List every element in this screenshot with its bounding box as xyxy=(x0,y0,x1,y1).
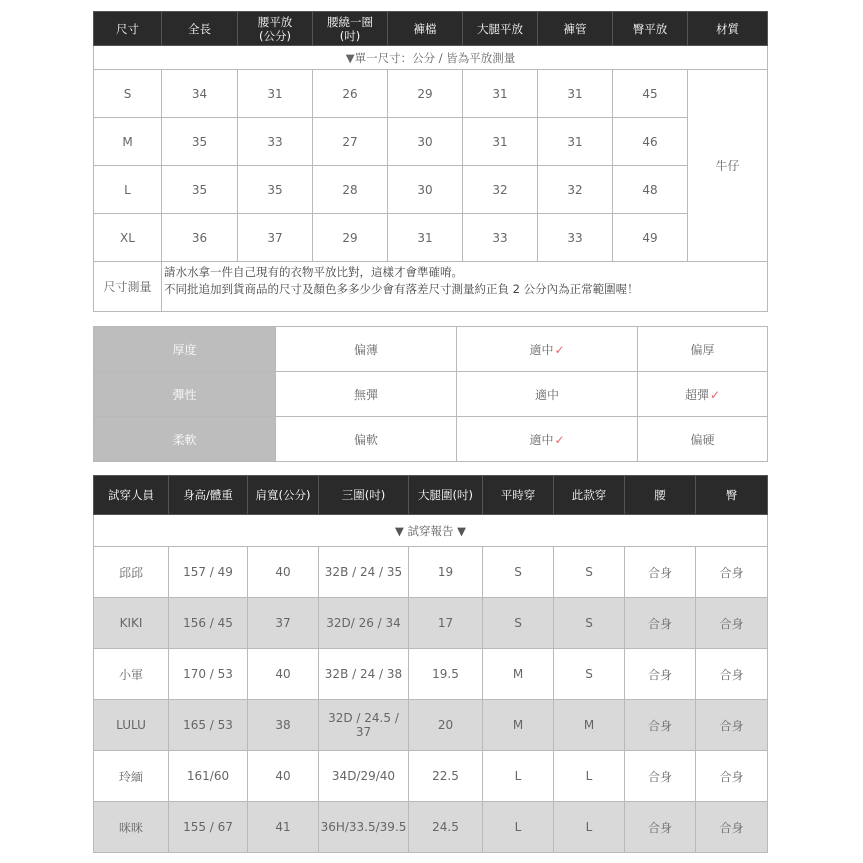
fit-value-cell: 合身 xyxy=(696,700,768,751)
fit-value-cell: 合身 xyxy=(696,751,768,802)
fit-header-cell: 平時穿 xyxy=(483,476,554,515)
size-value-cell: 30 xyxy=(388,166,463,214)
header-waist-around xyxy=(313,12,388,46)
fit-value-cell: M xyxy=(483,649,554,700)
size-value-cell: 37 xyxy=(238,214,313,262)
fit-value-cell: 32D / 24.5 / 37 xyxy=(319,700,409,751)
size-value-cell: 45 xyxy=(613,70,688,118)
fit-value-cell: 41 xyxy=(248,802,319,853)
feel-option-label: 超彈 xyxy=(684,387,709,402)
size-value-cell: 33 xyxy=(238,118,313,166)
size-value-cell: 31 xyxy=(538,118,613,166)
size-value-cell: 31 xyxy=(463,70,538,118)
fit-report-row xyxy=(94,802,768,853)
fit-value-cell: M xyxy=(554,700,625,751)
size-value-cell: 29 xyxy=(388,70,463,118)
header-thigh: 大腿平放 xyxy=(463,12,538,46)
fit-value-cell: 17 xyxy=(409,598,483,649)
fit-value-cell: 20 xyxy=(409,700,483,751)
fit-header-cell: 三圍(吋) xyxy=(319,476,409,515)
size-value-cell: 30 xyxy=(388,118,463,166)
size-row xyxy=(94,70,768,118)
fit-value-cell: L xyxy=(554,802,625,853)
fit-header-cell: 此款穿 xyxy=(554,476,625,515)
size-value-cell: 35 xyxy=(238,166,313,214)
size-label-cell: XL xyxy=(94,214,162,262)
tester-name-cell: 玲緬 xyxy=(94,751,169,802)
fit-value-cell: 合身 xyxy=(625,751,696,802)
size-value-cell: 29 xyxy=(313,214,388,262)
fit-report-row xyxy=(94,751,768,802)
tester-name-cell: 咪咪 xyxy=(94,802,169,853)
fit-value-cell: 19 xyxy=(409,547,483,598)
size-note-line: 不同批追加到貨商品的尺寸及顏色多多少少會有落差尺寸測量約正負 2 公分內為正常範圍喔！ xyxy=(164,282,639,296)
feel-row xyxy=(94,372,768,417)
fit-value-cell: L xyxy=(483,751,554,802)
header-material: 材質 xyxy=(688,12,768,46)
header-rise: 褲檔 xyxy=(388,12,463,46)
fit-header-cell: 臀 xyxy=(696,476,768,515)
feel-option-label: 偏硬 xyxy=(690,432,715,447)
check-icon: ✓ xyxy=(554,432,565,447)
size-value-cell: 35 xyxy=(162,118,238,166)
size-value-cell: 35 xyxy=(162,166,238,214)
header-size: 尺寸 xyxy=(94,12,162,46)
fit-value-cell: 合身 xyxy=(696,598,768,649)
feel-option-label: 偏薄 xyxy=(353,342,378,357)
fit-value-cell: 合身 xyxy=(696,547,768,598)
feel-option xyxy=(638,372,768,417)
feel-label: 柔軟 xyxy=(94,417,276,462)
size-row xyxy=(94,118,768,166)
fabric-feel-table xyxy=(93,326,768,462)
header-hip: 臀平放 xyxy=(613,12,688,46)
fit-value-cell: 155 / 67 xyxy=(169,802,248,853)
feel-row xyxy=(94,327,768,372)
header-waist-flat-label: 腰平放 (公分) xyxy=(257,14,293,43)
fit-header-cell: 大腿圍(吋) xyxy=(409,476,483,515)
fit-value-cell: 40 xyxy=(248,751,319,802)
size-chart-caption: ▼單一尺寸：公分 / 皆為平放測量 xyxy=(94,46,768,70)
fit-value-cell: 40 xyxy=(248,649,319,700)
feel-option-label: 適中 xyxy=(534,387,559,402)
fit-value-cell: 合身 xyxy=(625,547,696,598)
header-waist-flat xyxy=(238,12,313,46)
fit-value-cell: L xyxy=(483,802,554,853)
feel-option-label: 偏軟 xyxy=(353,432,378,447)
fit-value-cell: 32D/ 26 / 34 xyxy=(319,598,409,649)
fit-value-cell: 32B / 24 / 35 xyxy=(319,547,409,598)
fit-value-cell: 165 / 53 xyxy=(169,700,248,751)
tester-name-cell: KIKI xyxy=(94,598,169,649)
size-value-cell: 48 xyxy=(613,166,688,214)
fit-value-cell: S xyxy=(483,598,554,649)
fit-report-row xyxy=(94,547,768,598)
fit-value-cell: L xyxy=(554,751,625,802)
fit-value-cell: S xyxy=(554,547,625,598)
header-length: 全長 xyxy=(162,12,238,46)
size-value-cell: 31 xyxy=(238,70,313,118)
fit-value-cell: 24.5 xyxy=(409,802,483,853)
fit-header-cell: 肩寬(公分) xyxy=(248,476,319,515)
check-icon: ✓ xyxy=(709,387,721,402)
fit-header-cell: 試穿人員 xyxy=(94,476,169,515)
fit-value-cell: 合身 xyxy=(696,649,768,700)
feel-label: 厚度 xyxy=(94,327,276,372)
feel-label: 彈性 xyxy=(94,372,276,417)
feel-option xyxy=(276,327,457,372)
size-note xyxy=(162,262,768,312)
size-value-cell: 33 xyxy=(538,214,613,262)
fit-report-table xyxy=(93,475,768,853)
size-note-line: 請水水拿一件自己現有的衣物平放比對，這樣才會準確唷。 xyxy=(164,265,463,279)
fit-value-cell: 合身 xyxy=(625,802,696,853)
size-value-cell: 26 xyxy=(313,70,388,118)
size-label-cell: S xyxy=(94,70,162,118)
fit-value-cell: 161/60 xyxy=(169,751,248,802)
fit-value-cell: 合身 xyxy=(625,598,696,649)
fit-value-cell: 36H/33.5/39.5 xyxy=(319,802,409,853)
fit-value-cell: 32B / 24 / 38 xyxy=(319,649,409,700)
fit-value-cell: 合身 xyxy=(625,649,696,700)
fit-value-cell: S xyxy=(554,649,625,700)
feel-option-label: 偏厚 xyxy=(690,342,715,357)
feel-option xyxy=(638,327,768,372)
size-value-cell: 32 xyxy=(538,166,613,214)
fit-value-cell: S xyxy=(483,547,554,598)
tester-name-cell: LULU xyxy=(94,700,169,751)
material-cell: 牛仔 xyxy=(688,70,768,262)
size-value-cell: 36 xyxy=(162,214,238,262)
feel-option-label: 適中 xyxy=(529,432,554,447)
fit-value-cell: 19.5 xyxy=(409,649,483,700)
fit-value-cell: 170 / 53 xyxy=(169,649,248,700)
fit-value-cell: 37 xyxy=(248,598,319,649)
check-icon: ✓ xyxy=(554,342,565,357)
fit-report-row xyxy=(94,649,768,700)
size-value-cell: 28 xyxy=(313,166,388,214)
tester-name-cell: 小軍 xyxy=(94,649,169,700)
size-value-cell: 31 xyxy=(388,214,463,262)
feel-option xyxy=(638,417,768,462)
fit-value-cell: 40 xyxy=(248,547,319,598)
size-value-cell: 32 xyxy=(463,166,538,214)
feel-option-label: 無彈 xyxy=(353,387,378,402)
size-value-cell: 27 xyxy=(313,118,388,166)
feel-option-label: 適中 xyxy=(529,342,554,357)
size-value-cell: 31 xyxy=(463,118,538,166)
size-value-cell: 46 xyxy=(613,118,688,166)
fit-value-cell: 34D/29/40 xyxy=(319,751,409,802)
fit-value-cell: 合身 xyxy=(696,802,768,853)
size-note-label: 尺寸測量 xyxy=(94,262,162,312)
feel-option xyxy=(276,372,457,417)
size-value-cell: 31 xyxy=(538,70,613,118)
header-waist-around-label: 腰繞一圈 (吋) xyxy=(327,14,373,43)
feel-option xyxy=(457,372,638,417)
size-value-cell: 34 xyxy=(162,70,238,118)
fit-value-cell: 157 / 49 xyxy=(169,547,248,598)
size-row xyxy=(94,166,768,214)
size-label-cell: L xyxy=(94,166,162,214)
feel-option xyxy=(457,327,638,372)
fit-header-cell: 腰 xyxy=(625,476,696,515)
fit-report-row xyxy=(94,700,768,751)
size-label-cell: M xyxy=(94,118,162,166)
size-chart-table xyxy=(93,11,768,312)
header-leg-opening: 褲管 xyxy=(538,12,613,46)
fit-value-cell: S xyxy=(554,598,625,649)
fit-report-caption: ▼ 試穿報告 ▼ xyxy=(94,515,768,547)
fit-value-cell: 22.5 xyxy=(409,751,483,802)
feel-row xyxy=(94,417,768,462)
fit-header-cell: 身高/體重 xyxy=(169,476,248,515)
feel-option xyxy=(457,417,638,462)
tester-name-cell: 邱邱 xyxy=(94,547,169,598)
fit-value-cell: M xyxy=(483,700,554,751)
fit-report-row xyxy=(94,598,768,649)
fit-value-cell: 38 xyxy=(248,700,319,751)
fit-value-cell: 合身 xyxy=(625,700,696,751)
size-value-cell: 33 xyxy=(463,214,538,262)
size-row xyxy=(94,214,768,262)
fit-value-cell: 156 / 45 xyxy=(169,598,248,649)
feel-option xyxy=(276,417,457,462)
size-value-cell: 49 xyxy=(613,214,688,262)
